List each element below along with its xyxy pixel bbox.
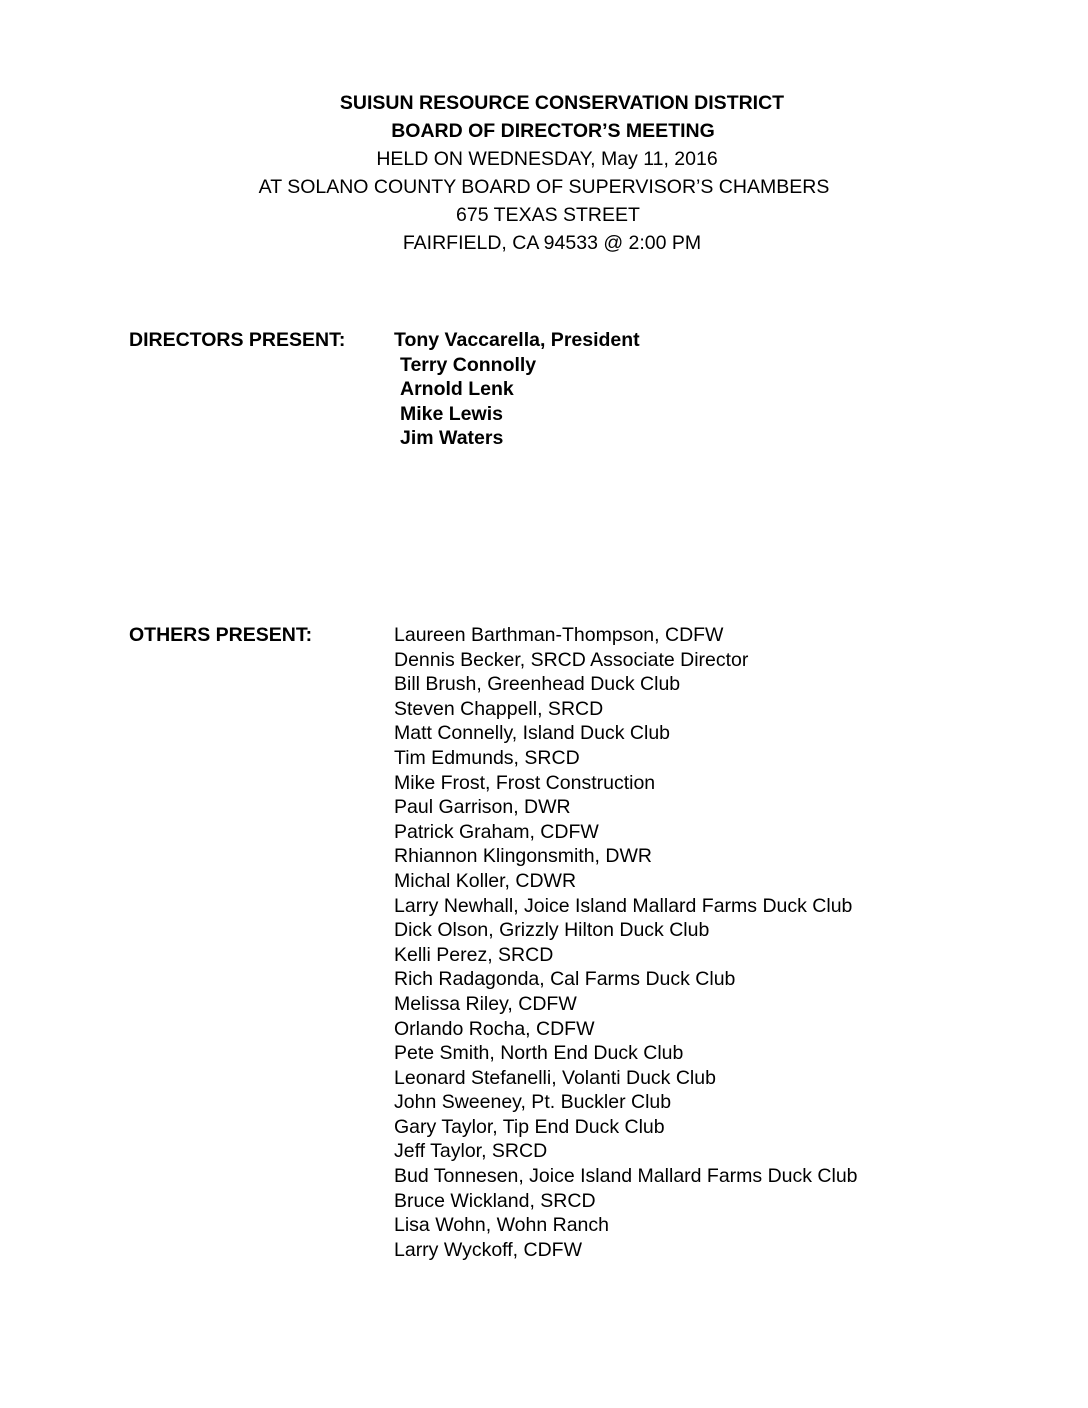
list-item: Tony Vaccarella, President: [394, 329, 640, 351]
header-street-address: 675 TEXAS STREET: [456, 204, 640, 226]
directors-present-label: DIRECTORS PRESENT:: [129, 329, 346, 351]
list-item: Laureen Barthman-Thompson, CDFW: [394, 624, 724, 646]
list-item: Dennis Becker, SRCD Associate Director: [394, 648, 749, 671]
list-item: Terry Connolly: [400, 353, 537, 376]
list-item: Kelli Perez, SRCD: [394, 943, 554, 966]
header-meeting-title: BOARD OF DIRECTOR’S MEETING: [391, 120, 715, 142]
list-item: Mike Frost, Frost Construction: [394, 771, 656, 794]
list-item: Bud Tonnesen, Joice Island Mallard Farms Duck Club: [394, 1165, 858, 1188]
meeting-header: [0, 89, 1088, 257]
list-item: Mike Lewis: [400, 402, 503, 425]
list-item: John Sweeney, Pt. Buckler Club: [394, 1091, 672, 1114]
list-item: Michal Koller, CDWR: [394, 869, 577, 892]
list-item: Pete Smith, North End Duck Club: [394, 1042, 684, 1065]
list-item: Leonard Stefanelli, Volanti Duck Club: [394, 1066, 716, 1089]
list-item: Gary Taylor, Tip End Duck Club: [394, 1115, 665, 1138]
list-item: Bruce Wickland, SRCD: [394, 1189, 596, 1212]
directors-present-list: [394, 328, 640, 451]
others-present-label: OTHERS PRESENT:: [129, 624, 313, 646]
list-item: Steven Chappell, SRCD: [394, 697, 604, 720]
list-item: Rich Radagonda, Cal Farms Duck Club: [394, 968, 736, 991]
list-item: Rhiannon Klingonsmith, DWR: [394, 845, 652, 868]
list-item: Melissa Riley, CDFW: [394, 992, 577, 1015]
list-item: Bill Brush, Greenhead Duck Club: [394, 673, 681, 696]
list-item: Larry Wyckoff, CDFW: [394, 1238, 582, 1261]
list-item: Orlando Rocha, CDFW: [394, 1017, 595, 1040]
list-item: Lisa Wohn, Wohn Ranch: [394, 1214, 609, 1237]
list-item: Matt Connelly, Island Duck Club: [394, 722, 671, 745]
header-meeting-date: HELD ON WEDNESDAY, May 11, 2016: [376, 148, 718, 170]
list-item: Jim Waters: [400, 427, 504, 450]
header-city-time: FAIRFIELD, CA 94533 @ 2:00 PM: [402, 232, 702, 254]
list-item: Paul Garrison, DWR: [394, 796, 571, 819]
list-item: Arnold Lenk: [400, 378, 514, 401]
list-item: Dick Olson, Grizzly Hilton Duck Club: [394, 919, 710, 942]
list-item: Jeff Taylor, SRCD: [394, 1140, 548, 1163]
list-item: Tim Edmunds, SRCD: [394, 746, 580, 769]
header-meeting-location: AT SOLANO COUNTY BOARD OF SUPERVISOR’S CHAMBERS: [258, 176, 830, 198]
list-item: Patrick Graham, CDFW: [394, 820, 599, 843]
header-organization: SUISUN RESOURCE CONSERVATION DISTRICT: [339, 92, 785, 114]
others-present-list: [394, 623, 858, 1262]
list-item: Larry Newhall, Joice Island Mallard Farms Duck Club: [394, 894, 853, 917]
